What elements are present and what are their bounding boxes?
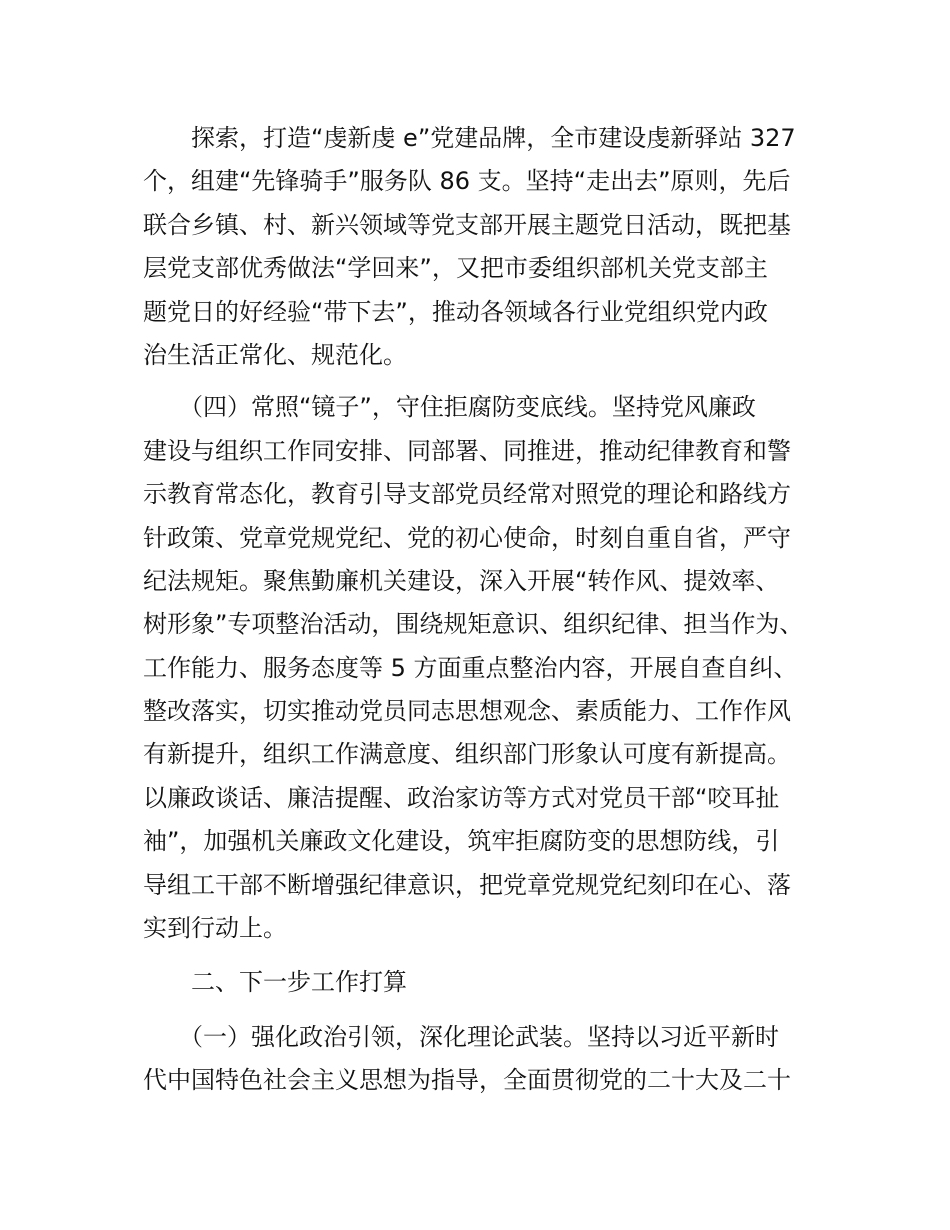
heading-line: 二、下一步工作打算: [143, 968, 407, 997]
text-line: 示教育常态化，教育引导支部党员经常对照党的理论和路线方: [143, 480, 791, 509]
paragraph-spacing: [143, 1005, 823, 1016]
paragraph-spacing: [143, 950, 823, 961]
section-heading: [143, 961, 823, 1004]
text-line: 袖”，加强机关廉政文化建设，筑牢拒腐防变的思想防线，引: [143, 827, 780, 856]
text-line: 题党日的好经验“带下去”，推动各领域各行业党组织党内政: [143, 297, 768, 326]
document-body: [143, 117, 823, 1103]
text-line: 探索，打造“虔新虔 e”党建品牌，全市建设虔新驿站 327: [143, 124, 796, 152]
text-line: 整改落实，切实推动党员同志思想观念、素质能力、工作作风: [143, 697, 791, 726]
text-line: （四）常照“镜子”，守住拒腐防变底线。坚持党风廉政: [143, 393, 756, 422]
text-line: 个，组建“先锋骑手”服务队 86 支。坚持“走出去”原则，先后: [143, 167, 791, 196]
text-line: 联合乡镇、村、新兴领域等党支部开展主题党日活动，既把基: [143, 210, 791, 239]
text-line: 建设与组织工作同安排、同部署、同推进，推动纪律教育和警: [143, 436, 791, 465]
paragraph: [143, 386, 823, 950]
text-line: 有新提升，组织工作满意度、组织部门形象认可度有新提高。: [143, 740, 791, 769]
text-line: 工作能力、服务态度等 5 方面重点整治内容，开展自查自纠、: [143, 653, 798, 682]
paragraph: [143, 117, 823, 377]
text-line: 代中国特色社会主义思想为指导，全面贯彻党的二十大及二十: [143, 1066, 791, 1095]
text-line: 树形象”专项整治活动，围绕规矩意识、组织纪律、担当作为、: [143, 610, 804, 639]
text-line: 针政策、党章党规党纪、党的初心使命，时刻自重自省，严守: [143, 523, 791, 552]
text-line: 治生活正常化、规范化。: [143, 340, 407, 369]
paragraph-spacing: [143, 377, 823, 386]
text-line: （一）强化政治引领，深化理论武装。坚持以习近平新时: [143, 1022, 779, 1051]
text-line: 层党支部优秀做法“学回来”，又把市委组织部机关党支部主: [143, 254, 768, 283]
text-line: 纪法规矩。聚焦勤廉机关建设，深入开展“转作风、提效率、: [143, 566, 780, 595]
text-line: 以廉政谈话、廉洁提醒、政治家访等方式对党员干部“咬耳扯: [143, 783, 780, 812]
text-line: 导组工干部不断增强纪律意识，把党章党规党纪刻印在心、落: [143, 870, 791, 899]
paragraph: [143, 1016, 823, 1103]
text-line: 实到行动上。: [143, 914, 287, 943]
